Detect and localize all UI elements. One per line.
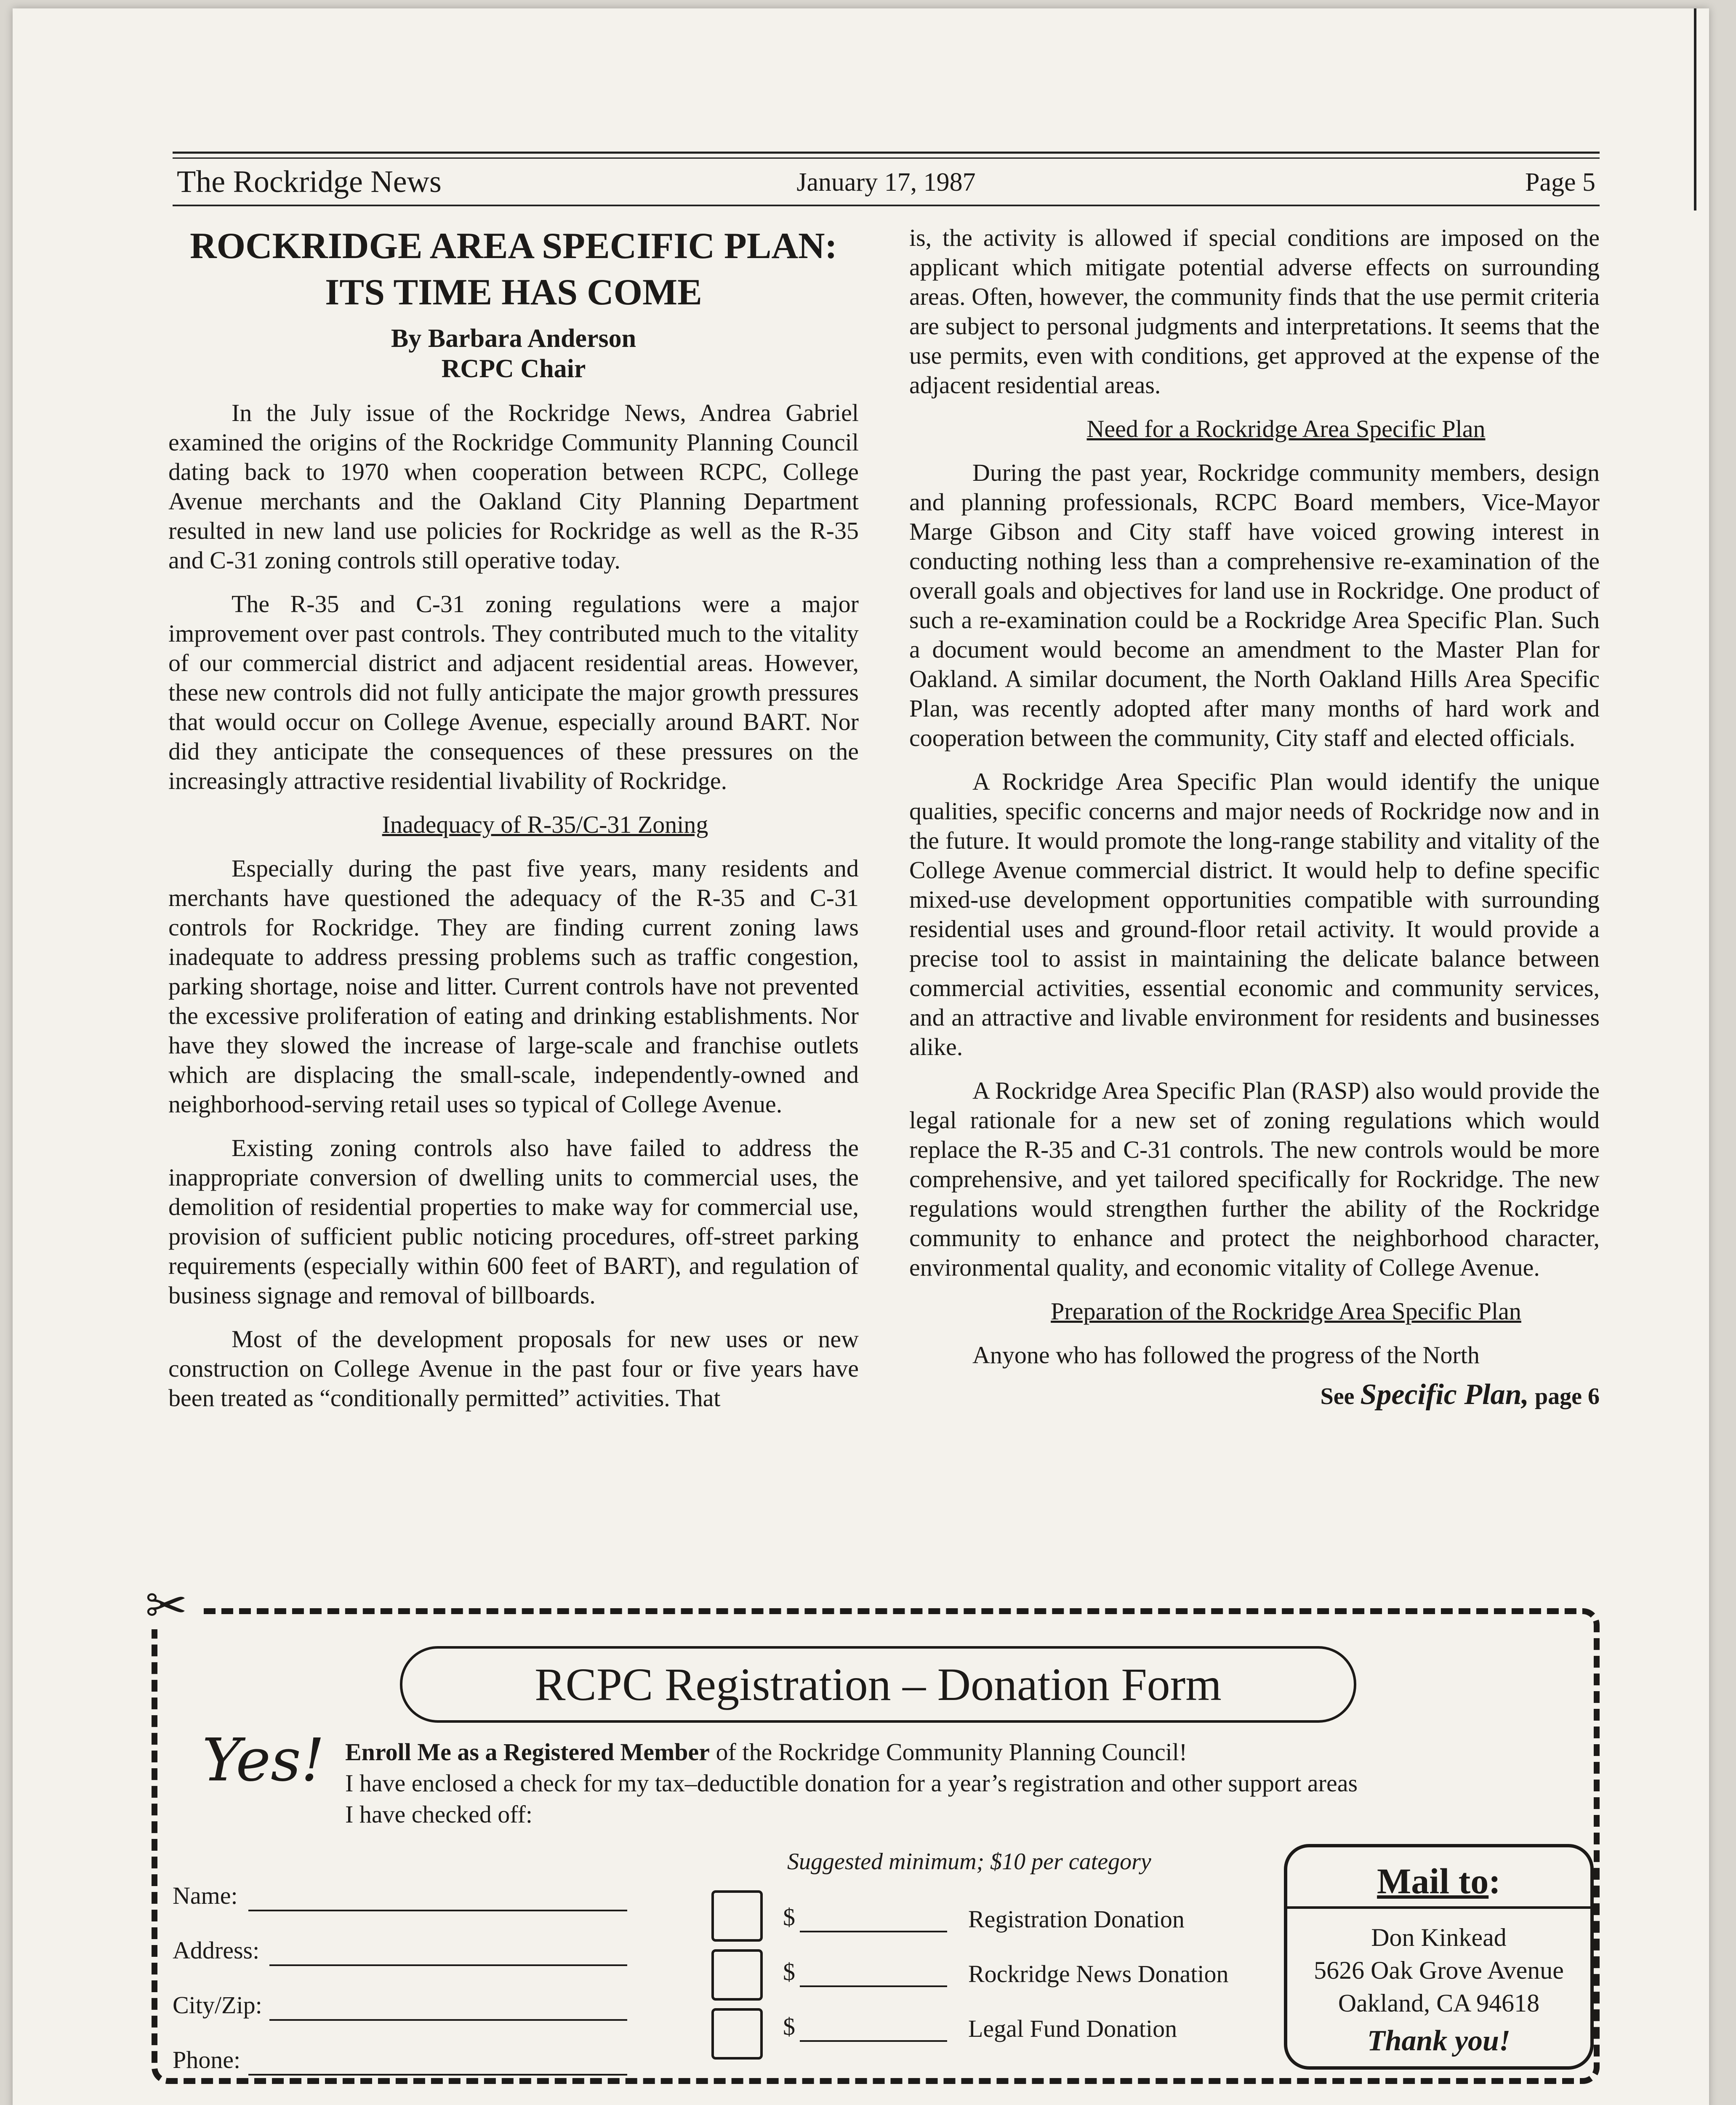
form-title: RCPC Registration – Donation Form bbox=[400, 1646, 1356, 1723]
mail-to-box bbox=[1284, 1844, 1594, 2070]
registration-amount[interactable] bbox=[783, 1903, 947, 1932]
article-headline bbox=[168, 223, 859, 316]
mail-to-text: Mail to bbox=[1377, 1861, 1489, 1901]
legal-amount[interactable] bbox=[783, 2012, 947, 2042]
mail-divider bbox=[1287, 1906, 1590, 1909]
cityzip-label: City/Zip: bbox=[173, 1991, 262, 2019]
newspaper-page bbox=[13, 8, 1709, 2105]
registration-donation-label: Registration Donation bbox=[968, 1905, 1185, 1933]
byline-author: By Barbara Anderson bbox=[391, 324, 636, 353]
mail-street: 5626 Oak Grove Avenue bbox=[1314, 1956, 1564, 1984]
registration-checkbox[interactable] bbox=[711, 1890, 763, 1942]
cityzip-field[interactable] bbox=[173, 1991, 627, 2021]
amount-line[interactable] bbox=[800, 1985, 947, 1987]
paragraph-2: The R-35 and C-31 zoning regulations were a major improvement over past controls. They contributed much to the vitality of our commercial district and adjacent residential areas. However, these new controls did not fully anticipate the major growth pressures that would occur on College Avenue, especially around BART. Nor did they anticipate the consequences of these pressures on the increasingly attractive residential livability of Rockridge. bbox=[168, 590, 859, 794]
see-prefix: See bbox=[1320, 1383, 1355, 1410]
name-field[interactable] bbox=[173, 1882, 627, 1911]
page-number: Page 5 bbox=[1525, 168, 1595, 197]
address-line[interactable] bbox=[269, 1964, 627, 1966]
thank-you: Thank you! bbox=[1367, 2025, 1511, 2057]
phone-label: Phone: bbox=[173, 2046, 241, 2073]
news-donation-label: Rockridge News Donation bbox=[968, 1960, 1229, 1988]
masthead-rule-top bbox=[173, 152, 1600, 154]
amount-line[interactable] bbox=[800, 1931, 947, 1932]
yes-script-label: Yes! bbox=[202, 1726, 325, 1795]
cityzip-line[interactable] bbox=[269, 2019, 627, 2021]
byline bbox=[168, 323, 859, 384]
mail-to-colon: : bbox=[1488, 1861, 1501, 1901]
paragraph-7: During the past year, Rockridge community members, design and planning professionals, RCPC Board members, Vice-Mayor Marge Gibson and City staff have voiced growing interest in conducting nothing less than a comprehensive re-examination of the overall goals and objectives for land use in Rockridge. One product of such a re-examination could be a Rockridge Area Specific Plan. Such a document would become an amendment to the Master Plan for Oakland. A similar document, the North Oakland Hills Area Specific Plan, was recently adopted after many months of hard work and cooperation between the community, City staff and elected officials. bbox=[909, 459, 1600, 751]
name-line[interactable] bbox=[248, 1910, 627, 1911]
subhead-inadequacy: Inadequacy of R-35/C-31 Zoning bbox=[382, 811, 708, 838]
dollar-sign: $ bbox=[783, 1958, 795, 1985]
enroll-line-3: I have checked off: bbox=[345, 1801, 533, 1828]
subhead-preparation: Preparation of the Rockridge Area Specific Plan bbox=[1051, 1298, 1521, 1325]
address-field[interactable] bbox=[173, 1937, 627, 1966]
article-column-right bbox=[909, 223, 1600, 1411]
paragraph-8: A Rockridge Area Specific Plan would identify the unique qualities, specific concerns and major needs of Rockridge now and in the future. It would promote the long-range stability and vitality of the College Avenue commercial district. It would help to define specific mixed-use development opportunities compatible with surrounding residential uses and ground-floor retail activity. It would provide a precise tool to assist in maintaining the delicate balance between commercial activities, essential economic and community services, and an attractive and livable environment for residents and businesses alike. bbox=[909, 768, 1600, 1060]
legal-donation-label: Legal Fund Donation bbox=[968, 2015, 1177, 2042]
article-column-left bbox=[168, 223, 859, 1427]
paragraph-5: Most of the development proposals for new uses or new construction on College Avenue in the past four or five years have been treated as “conditionally permitted” activities. That bbox=[168, 1325, 859, 1412]
headline-line-2: ITS TIME HAS COME bbox=[325, 272, 702, 313]
mail-address bbox=[1287, 1921, 1590, 2020]
masthead-rule-top-thin bbox=[173, 157, 1600, 159]
mail-name: Don Kinkead bbox=[1371, 1924, 1507, 1951]
paragraph-3: Especially during the past five years, many residents and merchants have questioned the adequacy of the R-35 and C-31 controls for Rockridge. They are finding current zoning laws inadequate to address pressing problems such as traffic congestion, parking shortage, noise and litter. Current controls have not prevented the excessive proliferation of eating and drinking establishments. Nor have they slowed the increase of large-scale and franchise outlets which are displacing the small-scale, independently-owned and neighborhood-serving retail uses so typical of College Avenue. bbox=[168, 855, 859, 1118]
subhead-need: Need for a Rockridge Area Specific Plan bbox=[1086, 415, 1486, 442]
issue-date: January 17, 1987 bbox=[796, 168, 976, 197]
headline-line-1: ROCKRIDGE AREA SPECIFIC PLAN: bbox=[190, 226, 837, 266]
paragraph-4: Existing zoning controls also have failed to address the inappropriate conversion of dwelling units to commercial uses, the demolition of residential properties to make way for commercial use, provision of sufficient public noticing procedures, off-street parking requirements (especially within 600 feet of BART), and regulation of business signage and removal of billboards. bbox=[168, 1134, 859, 1309]
see-suffix: page 6 bbox=[1535, 1383, 1600, 1410]
legal-fund-checkbox[interactable] bbox=[711, 2008, 763, 2060]
mail-city: Oakland, CA 94618 bbox=[1338, 1989, 1540, 2017]
dollar-sign: $ bbox=[783, 1903, 795, 1931]
donation-coupon bbox=[145, 1578, 1600, 2084]
news-checkbox[interactable] bbox=[711, 1949, 763, 2001]
masthead-rule-bottom bbox=[173, 205, 1600, 206]
see-title: Specific Plan, bbox=[1360, 1378, 1529, 1411]
paragraph-6: is, the activity is allowed if special conditions are imposed on the applicant which mitigate potential adverse effects on surrounding areas. Often, however, the community finds that the use permit criteria are subject to personal judgments and interpretations. It seems that the use permits, even with conditions, get approved at the expense of the adjacent residential areas. bbox=[909, 224, 1600, 399]
enroll-rest: of the Rockridge Community Planning Council! bbox=[710, 1738, 1188, 1766]
phone-field[interactable] bbox=[173, 2046, 627, 2076]
suggested-minimum: Suggested minimum; $10 per category bbox=[787, 1849, 1151, 1875]
address-label: Address: bbox=[173, 1937, 260, 1964]
enroll-statement bbox=[345, 1737, 1566, 1830]
scissors-icon: ✂ bbox=[135, 1583, 198, 1629]
phone-line[interactable] bbox=[248, 2074, 627, 2076]
paragraph-1: In the July issue of the Rockridge News, Andrea Gabriel examined the origins of the Rockridge Community Planning Council dating back to 1970 when cooperation between RCPC, College Avenue merchants and the Oakland City Planning Department resulted in new land use policies for Rockridge as well as the R-35 and C-31 zoning controls still operative today. bbox=[168, 399, 859, 574]
paragraph-10: Anyone who has followed the progress of the North bbox=[972, 1341, 1480, 1369]
page-edge-shadow bbox=[1694, 8, 1696, 210]
continued-reference bbox=[909, 1380, 1600, 1411]
dollar-sign: $ bbox=[783, 2013, 795, 2040]
amount-line[interactable] bbox=[800, 2040, 947, 2042]
newspaper-name: The Rockridge News bbox=[177, 165, 442, 199]
news-amount[interactable] bbox=[783, 1958, 947, 1987]
enroll-line-2: I have enclosed a check for my tax–deductible donation for a year’s registration and other support areas bbox=[345, 1769, 1358, 1797]
mail-to-heading bbox=[1287, 1860, 1590, 1902]
enroll-bold: Enroll Me as a Registered Member bbox=[345, 1738, 710, 1766]
masthead bbox=[173, 152, 1600, 206]
paragraph-9: A Rockridge Area Specific Plan (RASP) also would provide the legal rationale for a new set of zoning regulations which would replace the R-35 and C-31 controls. The new controls would be more comprehensive, and yet tailored specifically for Rockridge. The new regulations would strengthen further the ability of the Rockridge community to enhance and protect the neighborhood character, environmental quality, and economic vitality of College Avenue. bbox=[909, 1077, 1600, 1281]
name-label: Name: bbox=[173, 1882, 238, 1909]
byline-title: RCPC Chair bbox=[441, 354, 586, 383]
